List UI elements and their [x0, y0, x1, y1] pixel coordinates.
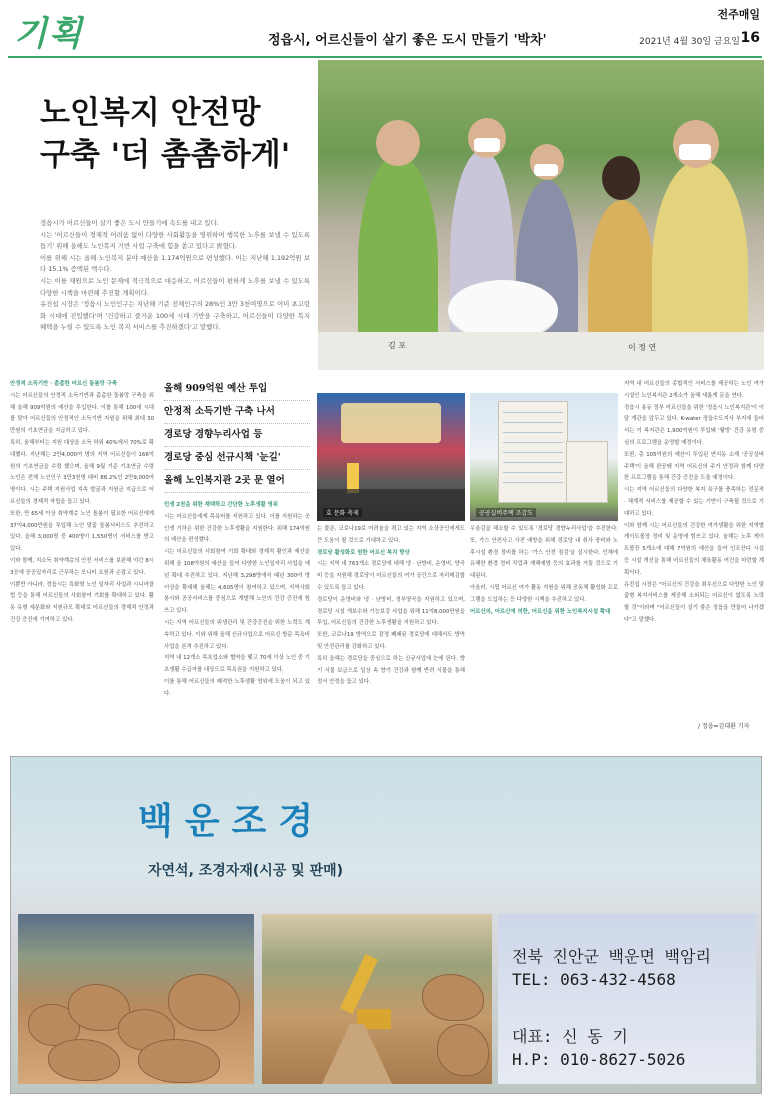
ad-yard-photo — [262, 914, 492, 1084]
intro-paragraph: 유진섭 시장은 '정읍시 노인인구는 지난해 기준 전체인구의 28%인 3만 3천여명으로 이미 초고령화 시대에 진입했다'며 '건강하고 즐거운 100세 시대 기반을 구축하고, 어르신들이 다양한 복지 혜택을 누릴 수 있도록 노인 복지 서비스를 추진하겠다'고 말했다. — [40, 300, 310, 332]
festival-photo — [317, 393, 465, 521]
column-paragraph: 또한, 총 105억원의 예산이 투입된 연지동 소재 '공공실버주택'이 올해 완공돼 지역 어르신의 주거 안정과 함께 다양한 프로그램을 통해 건강 증진을 도울 예정이다. — [624, 451, 764, 482]
page-number: 16 — [740, 30, 760, 46]
ad-address: 전북 진안군 백운면 백암리 — [512, 947, 711, 966]
column-paragraph: 또한, 코로나19 방역으로 잠정 폐쇄된 경로당에 대해서도 방역 및 안전관리를 강화하고 있다. — [317, 632, 465, 650]
newspaper-name: 전주매일 — [717, 8, 760, 21]
rock — [437, 1024, 489, 1076]
subheadline-box — [164, 378, 310, 493]
column-paragraph: 시는 어르신들의 사회참여 기회 확대와 경제적 활인과 예산을 위해 올 108억원의 예산을 들여 다양한 노인일자리 사업을 예년 확대 추진하고 있다. 지난해 3,298명에서 때년 300여 명 이상을 확대해 올해는 4,605명이 참여하고 있으며, 지역사회 봉사와 공공서비스를 중심으로 개발해 노인의 건강 증진에 힘쓰고 있다. — [164, 549, 310, 615]
article-column-4 — [470, 524, 618, 618]
subheadline: 경로당 중심 선규시책 '눈길' — [164, 447, 310, 470]
column-paragraph: 특히, 올해부터는 지원 대상을 소득 하위 40%에서 70%로 확대했다. 지난해는 2만4,000여 명의 지역 어르신들이 166억원의 기초연금을 수령 했으며, 올해 9월 기준 기초연금 수령 노인은 전체 노인인구 3만3천명 대비 88.2%인 2만9,000여명이다. 시는 주택 지원사업 지속 발굴과 지원금 지급으로 어르신들의 경제적 자립을 돕고 있다. — [10, 439, 154, 505]
column-paragraph: 우울감을 해소할 수 있도록 '경로당 경향누리사업'을 추진한다. 또, 가스 안전사고 사전 예방을 위해 경로당 내 취사 장비와 노후시설 환경 정비를 하는 '가스 안전 점검'을 실시한다. 인체에 유해한 환경 정비 작업과 재해예방 등의 효과를 거둘 것으로 기대된다. — [470, 526, 618, 580]
column-paragraph: 시는 어르신들의 안정적 소득기반과 촘촘한 돌봄망 구축을 위해 올해 909억원의 예산을 투입한다. 이를 통해 100세 시대를 맞아 어르신들의 안정적인 소득기반 지원을 위해 최대 30만원의 기초연금을 지급하고 있다. — [10, 392, 154, 435]
column-paragraph: 정읍시 용동 정부 어르신들을 위한 '정읍시 노인복지관'이 이달 개관을 앞두고 있다. K-water 정읍수도지사 부지에 들어서는 이 복지관은 1,900억원이 투입돼 '웰빙' 건강 유형 중심의 프로그램을 운영할 예정이다. — [624, 404, 764, 446]
issue-date: 2021년 4월 30일 금요일 — [639, 37, 740, 47]
ad-company-name: 백운조경 — [138, 801, 326, 842]
column-paragraph: 시는 지역 어르신들의 다양한 복지 욕구를 충족하는 전문적 · 체계적 서비스를 제공할 수 있는 기반이 구축될 것으로 기대하고 있다. — [624, 487, 764, 517]
reporter-credit: / 정읍=김대환 기자 — [698, 723, 750, 730]
article-column-2 — [164, 500, 310, 701]
face-mask — [679, 144, 711, 160]
column-paragraph: 특히 올해는 경로당을 중심으로 하는 신규사업에 눈에 띈다. 향기 식물 보급으로 일상 속 향기 건강과 함께 반려 식물을 통해 정서 안정을 돕고 있다. — [317, 655, 465, 686]
name-sign-right: 이 정 연 — [628, 343, 657, 352]
column-paragraph: 유진섭 시장은 "어르신의 건강을 최우선으로 다양한 노인 맞춤형 복지서비스를 제공해 소외되는 어르신이 없도록 노력할 것"이라며 "어르신들이 살기 좋은 정읍을 만들어 나가겠다"고 말했다. — [624, 581, 764, 623]
article-intro — [40, 218, 310, 334]
column-paragraph: 이와 함께 시는 어르신들의 건강한 여가생활을 위한 지역별 게이트볼장 정비 및 운영에 힘쓰고 있다. 올해는 노후 게이트볼장 5개소에 대해 7억원의 예산을 들여 인조잔디 시설 등 시설 개선을 통해 어르신들의 체육활동 여건을 마련할 계획이다. — [624, 522, 764, 576]
person-head — [602, 156, 640, 200]
column-paragraph: 또한, 만 65세 이상 취약계층 노인 돌봄이 필요한 어르신에게 37억4,000만원을 투입해 노인 맞춤 돌봄서비스도 추진하고 있다. 올해 3,000명 중 400명이 1,550명이 서비스를 받고 있다. — [10, 510, 154, 553]
page-header-title: 정읍시, 어르신들이 살기 좋은 도시 만들기 '박차' — [268, 33, 547, 48]
column-paragraph: 는 물론, 코로나19로 어려움을 겪고 있는 지역 소상공인에게도 큰 도움이 될 것으로 기대하고 있다. — [317, 526, 465, 544]
column-paragraph: 경로당이 운영비와 냉 · 난방비, 정부양곡을 지원하고 있으며, 경로당 시설 개보수와 기능보강 사업을 위해 11억8,000만원을 투입, 어르신들의 건강한 노후생활을 지원하고 있다. — [317, 596, 465, 627]
column-paragraph: 시는 지역 내 763개소 경로당에 대해 냉 · 난방비, 운영비, 양곡비 등을 지원해 경로당이 어르신들의 여가 공간으로 자리매김할 수 있도록 돕고 있다. — [317, 561, 465, 591]
article-column-3 — [317, 524, 465, 689]
ad-mobile: H.P: 010-8627-5026 — [512, 1050, 686, 1069]
column-subheading: 경로당 활성화로 원한 어르신 복지 향상 — [317, 549, 410, 556]
apartment-building — [498, 401, 568, 503]
intro-paragraph: 시는 이를 재원으로 노인 문제에 적극적으로 대응하고, 어르신들이 편하게 노후를 보낼 수 있도록 다양한 시책을 마련해 추진할 계획이다. — [40, 276, 310, 297]
subheadline: 올해 909억원 예산 투입 — [164, 378, 310, 401]
subheadline: 안정적 소득기반 구축 나서 — [164, 401, 310, 424]
article-column-5 — [624, 379, 764, 627]
column-paragraph: 이와 함께, 지소득 취약계층의 안전 서비스를 보완해 야간 8시 3곳에 공공일자리로 근무하는 모니터 요원과 손잡고 있다. — [10, 557, 154, 576]
photo-caption: 효 문화 축제 — [323, 508, 362, 517]
photo-caption: 공공실버주택 조감도 — [476, 508, 536, 517]
dirt-road — [322, 1024, 392, 1084]
column-paragraph: 아울러, 시립 어르신 여가 활동 지원을 위해 공동체 활성화 프로그램을 도입하는 등 다양한 시책을 추진하고 있다. — [470, 584, 618, 603]
ad-stone-photo — [18, 914, 254, 1084]
rock — [422, 974, 484, 1021]
column-paragraph: 시는 어르신들에게 목욕비를 지원하고 있다. 이를 지원하는 곳 인생 기하은 위한 건강한 노후생활을 지원한다. 위해 174억원의 예산을 편성했다. — [164, 513, 310, 544]
rock — [138, 1039, 220, 1083]
main-photo — [318, 60, 764, 370]
name-sign-left: 김 포 — [388, 341, 406, 350]
excavator-arm — [340, 954, 378, 1014]
festival-banner — [341, 403, 441, 443]
building-rendering — [470, 393, 618, 521]
cake — [448, 280, 558, 340]
column-paragraph: 이를 통해 어르신들의 쾌적한 노후생활 영위에 도움이 되고 있다. — [164, 678, 310, 697]
annex-building — [566, 441, 608, 503]
column-subheading: 안정적 소득기반 · 촘촘한 어르신 돌봄망 구축 — [10, 381, 118, 387]
column-paragraph: 지역 내 어르신들의 종합적인 서비스를 제공하는 노인 여가시설인 노인복지관 2개소가 올해 새롭게 문을 연다. — [624, 381, 764, 399]
subheadline: 올해 노인복지관 2곳 문 열어 — [164, 470, 310, 493]
person-head — [376, 120, 420, 166]
rock — [168, 974, 240, 1031]
subheadline: 경로당 경향누리사업 등 — [164, 424, 310, 447]
column-subheading: 어르신의, 어르신에 의한, 어르신을 위한 노인복지시설 확대 — [470, 608, 611, 615]
article-column-1 — [10, 379, 154, 627]
ad-subtitle: 자연석, 조경자재(시공 및 판매) — [148, 863, 344, 879]
intro-paragraph: 정읍시가 어르신들이 살기 좋은 도시 만들기에 속도를 내고 있다. — [40, 219, 219, 227]
intro-paragraph: 이를 위해 시는 올해 노인복지 분야 예산을 1,174억원으로 편성했다. 이는 지난해 1,192억원 보다 15.1% 증액된 액수다. — [40, 253, 310, 274]
face-mask — [534, 164, 558, 176]
ad-ceo: 대표: 신 동 기 — [512, 1027, 628, 1046]
section-label: 기획 — [14, 14, 84, 54]
column-paragraph: 시는 지역 어르신들의 위생관리 및 건강증진을 위한 노력도 계속하고 있다. 이와 위해 올해 신규사업으로 어르신 방문 목욕비 사업을 본격 추진하고 있다. — [164, 619, 310, 650]
headline-line-2: 구축 '더 촘촘하게' — [40, 137, 291, 173]
column-paragraph: 이뿐만 아니라, 정읍시는 특화형 노인 일자리 사업과 시니어클럽 등을 통해 어르신들의 사회참여 기회를 확대하고 있다. 활동 유형 세분화와 지원규모 확대로 어르신들의 경제적 안정과 건강 증진에 기여하고 있다. — [10, 581, 154, 623]
ad-telephone: TEL: 063-432-4568 — [512, 970, 676, 989]
header-divider — [8, 56, 762, 58]
column-paragraph: 지역 내 12개소 목욕업소와 협약을 맺고 70세 이상 노인 중 기초생활 수급자를 대상으로 목욕권을 지원하고 있다. — [164, 655, 310, 674]
headline-line-1: 노인복지 안전망 — [40, 95, 261, 131]
face-mask — [474, 138, 500, 152]
article-headline — [40, 92, 290, 176]
rock — [48, 1039, 120, 1081]
column-subheading: 민생 2천을 위한 재택하고 간단한 노후생활 영위 — [164, 502, 278, 508]
intro-paragraph: 시는 '어르신들이 경제적 어려움 없이 다양한 사회활동을 영위하며 행복한 노후를 보낼 수 있도록 돕기' 위해 올해도 노인복지 기반 사업 구축에 힘을 쏟고 있다고 밝혔다. — [40, 230, 310, 251]
table-banner — [318, 332, 764, 370]
